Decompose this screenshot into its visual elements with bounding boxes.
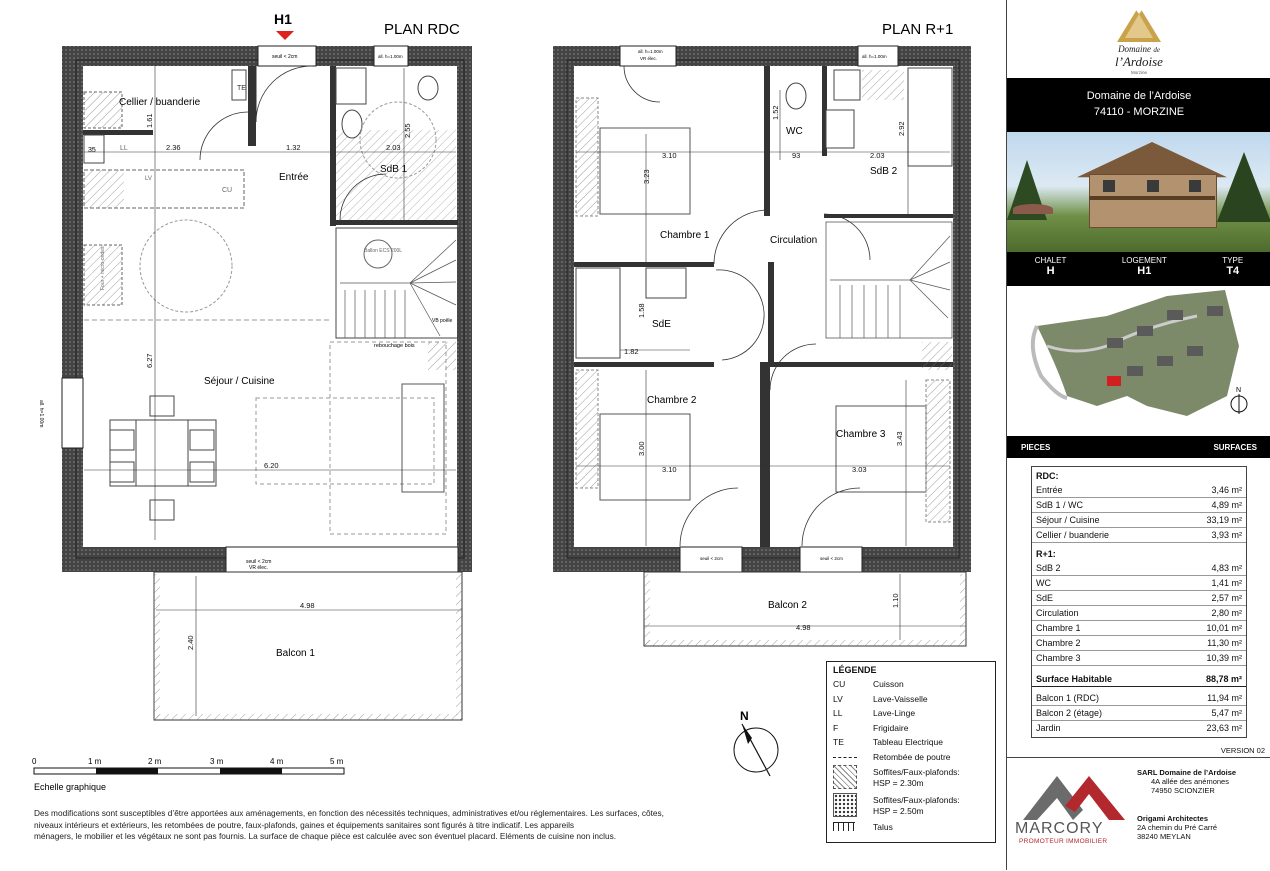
rdc-bay-label: seuil < 2cm (246, 559, 272, 565)
soffite1-line1: Soffites/Faux-plafonds: (873, 767, 960, 777)
company2-address2: 38240 MEYLAN (1137, 832, 1191, 841)
dim-r1-343: 3.43 (895, 431, 904, 446)
dim-r1-498: 4.98 (796, 623, 811, 632)
marcory-logo-icon (1013, 766, 1133, 826)
legend-item (827, 735, 995, 750)
lv-label: LV (145, 176, 152, 182)
row-name: Chambre 1 (1036, 623, 1081, 633)
row-name: Circulation (1036, 608, 1079, 618)
table-row (1032, 706, 1246, 721)
dim-203: 2.03 (386, 143, 401, 152)
row-name: Chambre 3 (1036, 653, 1081, 663)
logo-line3: l’Ardoise (1115, 54, 1163, 69)
row-value: 5,47 m² (1211, 708, 1242, 718)
legend-item (827, 706, 995, 721)
row-value: 3,93 m² (1211, 530, 1242, 540)
table-row (1032, 483, 1246, 498)
r1-section-title: R+1: (1036, 549, 1056, 559)
legend-code: F (833, 722, 839, 733)
cu-label: CU (222, 187, 233, 194)
r1-window1-vr: VR élec. (640, 56, 658, 61)
dim-r1-303: 3.03 (852, 465, 867, 474)
total-value: 88,78 m² (1205, 674, 1242, 684)
room-cellier: Cellier / buanderie (119, 97, 201, 108)
dotted-swatch-icon (833, 793, 857, 817)
company2-name: Origami Architectes (1137, 814, 1208, 823)
room-balcon1: Balcon 1 (276, 648, 315, 659)
footer (1007, 757, 1270, 871)
rdc-vr-label: VR élec. (249, 565, 268, 571)
row-name: WC (1036, 578, 1051, 588)
company1-name: SARL Domaine de l’Ardoise (1137, 768, 1237, 777)
legend-code: LL (833, 708, 843, 719)
row-value: 10,01 m² (1206, 623, 1242, 633)
rdc-title: PLAN RDC (384, 21, 460, 38)
dim-255: 2.55 (403, 123, 412, 138)
table-row (1032, 651, 1246, 666)
legend-label: Tableau Electrique (873, 737, 943, 748)
project-name: Domaine de l’Ardoise (1086, 90, 1192, 102)
row-name: SdE (1036, 593, 1054, 603)
te-label: TE (237, 85, 246, 92)
room-chambre2: Chambre 2 (647, 395, 697, 406)
scale-tick-5: 5 m (330, 757, 344, 766)
dim-r1-203: 2.03 (870, 151, 885, 160)
dim-r1-292: 2.92 (897, 121, 906, 136)
unit-marker: H1 (274, 11, 292, 27)
dim-498-rdc: 4.98 (300, 601, 315, 610)
soffite2-line2: HSP = 2.50m (873, 806, 924, 816)
room-chambre1: Chambre 1 (660, 230, 710, 241)
version-label: VERSION 02 (1220, 746, 1265, 755)
disclaimer (34, 808, 824, 843)
table-row (1032, 606, 1246, 621)
dim-r1-110: 1.10 (891, 593, 900, 608)
logo-line1: Domaine (1118, 44, 1152, 54)
rebouchage-label: rebouchage bois (374, 343, 415, 349)
dim-627: 6.27 (145, 353, 154, 368)
room-sdb2: SdB 2 (870, 166, 898, 177)
soffite1-line2: HSP = 2.30m (873, 778, 924, 788)
row-value: 2,57 m² (1211, 593, 1242, 603)
legend-title: LÉGENDE (833, 665, 877, 675)
r1-window2-label: all. h=1.00m (862, 54, 887, 59)
row-name: Balcon 1 (RDC) (1036, 693, 1100, 703)
scale-bar (34, 768, 344, 774)
legend-item (827, 692, 995, 707)
dashed-line-icon (833, 757, 857, 758)
total-name: Surface Habitable (1036, 674, 1113, 684)
legend-box (826, 661, 996, 843)
vb-label: VB poêle (432, 318, 453, 324)
domaine-logo (1007, 0, 1270, 78)
legend-code: CU (833, 679, 846, 690)
dim-r1-158: 1.58 (637, 303, 646, 318)
room-sejour: Séjour / Cuisine (204, 376, 275, 387)
chalet-photo (1007, 132, 1270, 252)
project-city: 74110 - MORZINE (1093, 106, 1185, 118)
ballon-label: Ballon ECS 200L (364, 248, 403, 254)
type-value: T4 (1226, 265, 1240, 277)
scale-label: Echelle graphique (34, 782, 107, 792)
row-name: SdB 2 (1036, 563, 1061, 573)
row-value: 11,30 m² (1207, 638, 1242, 648)
dim-r1-323: 3.23 (642, 169, 651, 184)
table-row (1032, 636, 1246, 651)
legend-talus-label: Talus (873, 822, 893, 833)
company1-address1: 4A allée des anémones (1151, 777, 1229, 786)
rdc-left-window-label: all. h=1.00m (38, 400, 44, 428)
room-wc: WC (786, 126, 803, 137)
logo-line4: Morzine (1130, 70, 1147, 75)
row-name: Entrée (1036, 485, 1063, 495)
legend-label: Lave-Vaisselle (873, 693, 928, 704)
company1-address2: 74950 SCIONZIER (1151, 786, 1215, 795)
logo-line2: de (1153, 46, 1160, 54)
disclaimer-line2: niveaux intérieurs et extérieurs, les retombées de poutre, faux-plafonds, gaines et équipements sanitaires sont figurés à titre indicatif. Les appareils (34, 819, 575, 830)
dim-r1-300: 3.00 (637, 441, 646, 456)
brand-name: MARCORY (1015, 820, 1104, 837)
ll-label: LL (120, 145, 128, 152)
surfaces-table (1031, 466, 1247, 738)
room-chambre3: Chambre 3 (836, 429, 886, 440)
scale-tick-4: 4 m (270, 757, 284, 766)
rdc-section-title: RDC: (1036, 471, 1059, 481)
unit-info-bar (1007, 252, 1270, 286)
dim-620: 6.20 (264, 461, 279, 470)
type-label: TYPE (1222, 256, 1244, 265)
chalet-label: CHALET (1034, 256, 1067, 265)
scale-tick-2: 2 m (148, 757, 162, 766)
disclaimer-line3: ménagers, le mobilier et les végétaux ne sont pas fournis. La surface de chaque pièce est calculée avec son éventuel placard. Eléments de cuisine non inclus. (34, 831, 617, 841)
r1-window1-label: all. h=1.00m (638, 49, 663, 54)
soffite2-line1: Soffites/Faux-plafonds: (873, 795, 960, 805)
legend-soffite2 (827, 792, 995, 820)
site-plan-image (1007, 286, 1270, 436)
room-entree: Entrée (279, 172, 309, 183)
row-value: 33,19 m² (1206, 515, 1242, 525)
dim-r1-182: 1.82 (624, 347, 639, 356)
legend-talus (827, 820, 995, 835)
scale-tick-0: 0 (32, 757, 37, 766)
legend-label: Cuisson (873, 679, 904, 690)
dim-132: 1.32 (286, 143, 301, 152)
r1-bay2-label: seuil < 2cm (820, 556, 843, 561)
logement-value: H1 (1137, 265, 1152, 277)
legend-item (827, 721, 995, 736)
row-name: Chambre 2 (1036, 638, 1081, 648)
row-name: Jardin (1036, 723, 1061, 733)
table-row (1032, 591, 1246, 606)
dim-236: 2.36 (166, 143, 181, 152)
table-header (1007, 436, 1270, 458)
table-row (1032, 528, 1246, 543)
rdc-seuil-label: seuil < 2cm (272, 54, 298, 60)
table-row (1032, 576, 1246, 591)
legend-soffite1 (827, 764, 995, 792)
brand-sub: PROMOTEUR IMMOBILIER (1019, 838, 1108, 845)
hatch-swatch-icon (833, 765, 857, 789)
dim-161: 1.61 (145, 113, 154, 128)
room-sde: SdE (652, 319, 671, 330)
row-value: 1,41 m² (1211, 578, 1242, 588)
rdc-window-label: all. h=1.00m (378, 54, 403, 59)
logement-label: LOGEMENT (1121, 256, 1167, 265)
legend-code: LV (833, 693, 843, 704)
project-header (1007, 78, 1270, 132)
table-row (1032, 621, 1246, 636)
dim-r1-152: 1.52 (771, 105, 780, 120)
row-value: 2,80 m² (1211, 608, 1242, 618)
chalet-value: H (1046, 265, 1055, 277)
site-map (1007, 286, 1270, 436)
row-name: Cellier / buanderie (1036, 530, 1110, 540)
row-value: 23,63 m² (1206, 723, 1242, 733)
disclaimer-line1: Des modifications sont susceptibles d’être apportées aux aménagements, en fonction des nécessités techniques, administratives et/ou réglementaires. Les surfaces, côtes, (34, 808, 664, 818)
compass-n: N (740, 709, 749, 723)
legend-retombee-label: Retombée de poutre (873, 751, 951, 762)
site-map-north: N (1236, 387, 1242, 394)
legend-label: Frigidaire (873, 722, 909, 733)
legend-item (827, 677, 995, 692)
row-value: 11,94 m² (1207, 693, 1242, 703)
row-value: 4,83 m² (1211, 563, 1242, 573)
r1-bay1-label: seuil < 2cm (700, 556, 723, 561)
table-row (1032, 513, 1246, 528)
legend-label: Lave-Linge (873, 708, 916, 719)
dim-r1-310a: 3.10 (662, 151, 677, 160)
pieces-label: PIECES (1021, 442, 1051, 452)
four-label: Four + micro-ondes (100, 246, 106, 290)
dim-r1-310b: 3.10 (662, 465, 677, 474)
dim-240: 2.40 (186, 635, 195, 650)
dim-r1-93: 93 (792, 151, 801, 160)
table-row (1032, 498, 1246, 513)
room-circulation: Circulation (770, 235, 818, 246)
compass-icon (734, 724, 778, 776)
surfaces-label: SURFACES (1213, 442, 1257, 452)
table-row (1032, 721, 1246, 735)
info-panel (1006, 0, 1270, 870)
row-value: 3,46 m² (1211, 485, 1242, 495)
row-name: SdB 1 / WC (1036, 500, 1084, 510)
legend-retombee (827, 750, 995, 765)
legend-code: TE (833, 737, 844, 748)
scale-tick-1: 1 m (88, 757, 102, 766)
table-row (1032, 561, 1246, 576)
balcon1-area (154, 572, 462, 720)
marker-arrow-icon (276, 31, 294, 40)
room-balcon2: Balcon 2 (768, 600, 807, 611)
scale-tick-3: 3 m (210, 757, 224, 766)
row-name: Balcon 2 (étage) (1036, 708, 1103, 718)
company2-address1: 2A chemin du Pré Carré (1137, 823, 1218, 832)
dim-35: 35 (88, 147, 96, 154)
table-row (1032, 691, 1246, 706)
total-row (1032, 672, 1246, 687)
talus-icon (833, 822, 855, 831)
mountain-logo-icon (1109, 4, 1169, 44)
row-value: 10,39 m² (1206, 653, 1242, 663)
row-value: 4,89 m² (1211, 500, 1242, 510)
r1-title: PLAN R+1 (882, 21, 954, 38)
row-name: Séjour / Cuisine (1036, 515, 1100, 525)
